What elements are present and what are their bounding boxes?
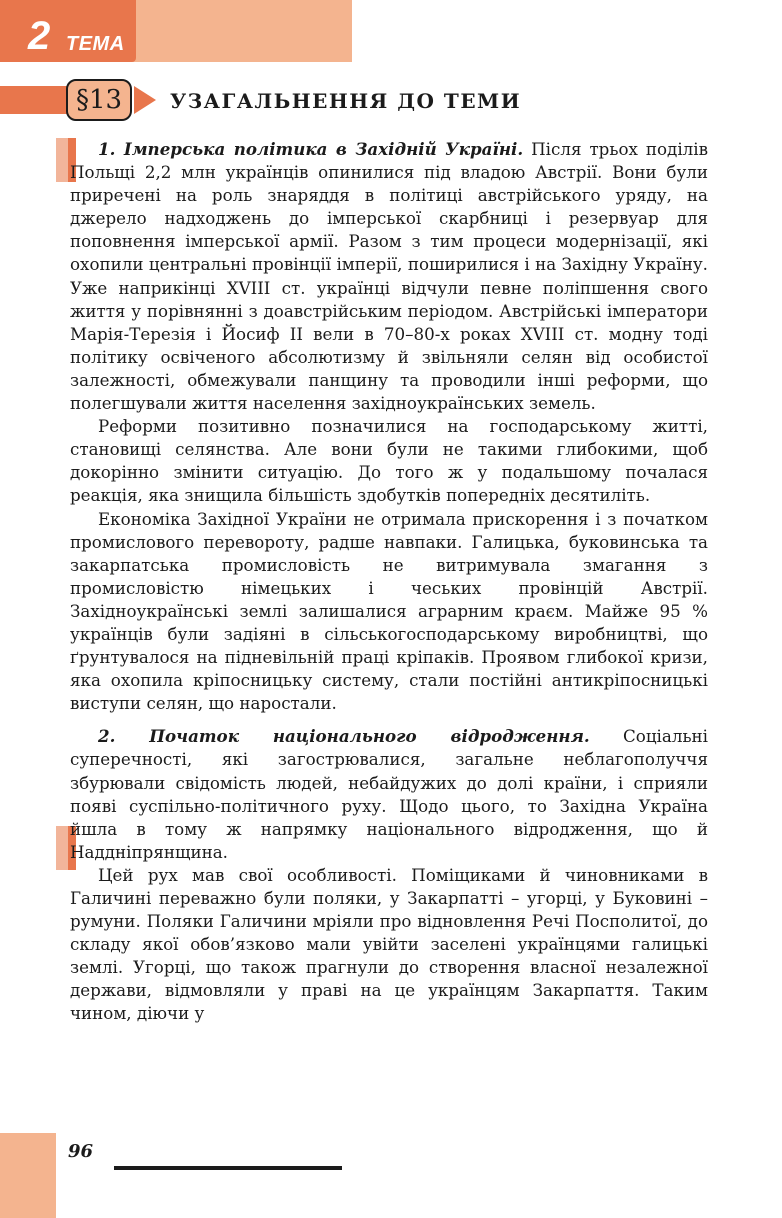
- chapter-badge: [0, 0, 136, 62]
- chapter-label: ТЕМА: [66, 33, 125, 55]
- paragraph: Економіка Західної України не отримала прискорення і з початком промислового перевороту, радше навпаки. Галицька, буковинська та закарпатська промисловість не витримувала змагання з промисловістю німецьких і чеських провінцій Австрії. Західноукраїнські землі залишалися аграрним краєм. Майже 95 % українців були задіяні в сільськогосподарському виробництві, що ґрунтувалося на підневільній праці кріпаків. Проявом глибокої кризи, яка охопила кріпосницьку систему, стали постійні антикріпосницькі виступи селян, що наростали.: [70, 508, 708, 714]
- footer-rule: [114, 1166, 342, 1170]
- paragraph-text: Після трьох поділів Польщі 2,2 млн українців опинилися під владою Австрії. Вони були приречені на роль знаряддя в політиці австрійського уряду, на джерело надходжень до імперської скарбниці і резервуар для поповнення імперської армії. Разом з тим процеси модернізації, які охопили центральні провінції імперії, поширилися і на Західну Україну. Уже наприкінці XVIII ст. українці відчули певне поліпшення свого життя у порівнянні з доавстрійським періодом. Австрійські імператори Марія-Терезія і Йосиф II вели в 70–80-х роках XVIII ст. модну тоді політику освіченого абсолютизму й звільняли селян від особистої залежності, обмежували панщину та проводили інші реформи, що полегшували життя населення західноукраїнських земель.: [70, 139, 708, 414]
- footer-accent-block: [0, 1133, 56, 1218]
- body-text: [70, 138, 708, 1026]
- paragraph-text: Соціальні суперечності, які загострювалися, загальне неблагополуччя збурювали свідомість людей, небайдужих до долі країни, і сприяли появі суспільно-політичного руху. Щодо цього, то Західна Україна йшла в тому ж напрямку національного відродження, що й Наддніпрянщина.: [70, 726, 708, 862]
- subsection-title: 2. Початок національного відродження.: [98, 726, 590, 747]
- paragraph: Реформи позитивно позначилися на господарському житті, становищі селянства. Але вони були не такими глибокими, щоб докорінно змінити ситуацію. До того ж у подальшому почалася реакція, яка знищила більшість здобутків попередніх десятиліть.: [70, 416, 708, 506]
- section-title: УЗАГАЛЬНЕННЯ ДО ТЕМИ: [170, 89, 522, 113]
- section-arrow-icon: [134, 86, 156, 114]
- subsection-title: 1. Імперська політика в Західній Україні.: [98, 139, 524, 159]
- paragraph: [70, 138, 708, 415]
- paragraph: Цей рух мав свої особливості. Поміщиками й чиновниками в Галичині переважно були поляки, у Закарпатті – угорці, у Буковині – румуни. Поляки Галичини мріяли про відновлення Речі Посполитої, до складу якої обов’язково мали увійти заселені українцями галицькі землі. Угорці, що також прагнули до створення власної незалежної держави, відмовляли у праві на це українцям Закарпаття. Таким чином, діючи у: [70, 864, 708, 1024]
- chapter-number: 2: [28, 14, 51, 58]
- paragraph: [70, 725, 708, 864]
- page-number: 96: [68, 1141, 94, 1162]
- section-number-badge: §13: [66, 79, 132, 121]
